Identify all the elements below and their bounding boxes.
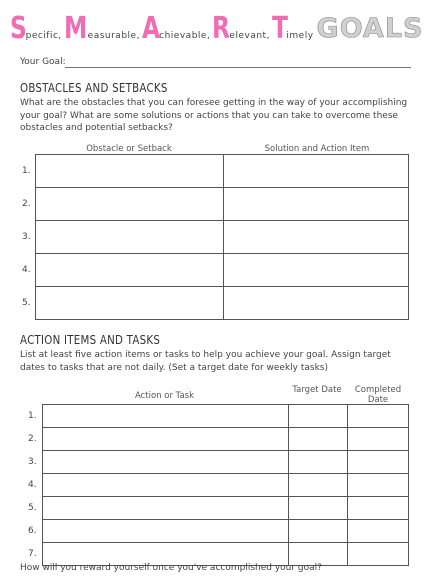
table-row xyxy=(36,221,409,254)
title-initial-r: R xyxy=(212,11,231,46)
solution-cell[interactable] xyxy=(224,155,409,188)
obstacle-cell[interactable] xyxy=(36,188,224,221)
reward-question: How will you reward yourself once you've accomplished your goal? xyxy=(20,563,322,573)
action-cell[interactable] xyxy=(43,428,289,451)
action-cell[interactable] xyxy=(43,451,289,474)
table-row xyxy=(36,155,409,188)
title-word-relevant: elevant, xyxy=(229,31,270,41)
table-row xyxy=(43,520,409,543)
action-row-number: 1. xyxy=(28,411,37,421)
completed-date-cell[interactable] xyxy=(348,451,409,474)
action-column-header: Action or Task xyxy=(134,391,195,401)
action-row-number: 2. xyxy=(28,434,37,444)
title-word-specific: pecific, xyxy=(25,31,62,41)
obstacles-description: What are the obstacles that you can foresee getting in the way of your accomplishing your goal? What are some solutions or actions that you can take to overcome these obstacles and potential setbacks? xyxy=(20,98,408,133)
solution-cell[interactable] xyxy=(224,287,409,320)
completed-date-cell[interactable] xyxy=(348,543,409,566)
target-date-cell[interactable] xyxy=(289,520,348,543)
obstacle-row-number: 4. xyxy=(22,265,31,275)
title-initial-a: A xyxy=(141,11,161,46)
completed-date-cell[interactable] xyxy=(348,474,409,497)
title-word-achievable: chievable, xyxy=(159,31,211,41)
completed-date-column-header: Completed Date xyxy=(354,385,402,405)
obstacle-column-header: Obstacle or Setback xyxy=(86,144,172,154)
actions-section-title: ACTION ITEMS AND TASKS xyxy=(20,332,161,347)
action-row-number: 4. xyxy=(28,480,37,490)
obstacles-section-title: OBSTACLES AND SETBACKS xyxy=(20,80,168,95)
solution-cell[interactable] xyxy=(224,188,409,221)
action-row-number: 7. xyxy=(28,549,37,559)
obstacle-row-number: 5. xyxy=(22,298,31,308)
target-date-column-header: Target Date xyxy=(292,385,342,395)
action-row-number: 3. xyxy=(28,457,37,467)
action-cell[interactable] xyxy=(43,497,289,520)
target-date-cell[interactable] xyxy=(289,474,348,497)
goal-label: Your Goal: xyxy=(20,57,66,67)
target-date-cell[interactable] xyxy=(289,405,348,428)
table-row xyxy=(43,451,409,474)
target-date-cell[interactable] xyxy=(289,497,348,520)
obstacle-row-number: 1. xyxy=(22,166,31,176)
solution-cell[interactable] xyxy=(224,254,409,287)
table-row xyxy=(43,474,409,497)
completed-date-cell[interactable] xyxy=(348,428,409,451)
table-row xyxy=(36,188,409,221)
completed-date-cell[interactable] xyxy=(348,497,409,520)
title-word-measurable: easurable, xyxy=(87,31,140,41)
target-date-cell[interactable] xyxy=(289,451,348,474)
completed-date-cell[interactable] xyxy=(348,520,409,543)
solution-cell[interactable] xyxy=(224,221,409,254)
obstacle-row-number: 2. xyxy=(22,199,31,209)
table-row xyxy=(36,254,409,287)
title-initial-m: M xyxy=(63,11,88,46)
obstacle-cell[interactable] xyxy=(36,287,224,320)
table-row xyxy=(43,428,409,451)
action-cell[interactable] xyxy=(43,520,289,543)
title-initial-t: T xyxy=(271,11,288,46)
obstacles-table xyxy=(35,154,409,320)
table-row xyxy=(43,405,409,428)
action-cell[interactable] xyxy=(43,405,289,428)
action-row-number: 6. xyxy=(28,526,37,536)
obstacle-cell[interactable] xyxy=(36,155,224,188)
solution-column-header: Solution and Action Item xyxy=(264,144,370,154)
completed-date-cell[interactable] xyxy=(348,405,409,428)
table-row xyxy=(43,497,409,520)
actions-description: List at least five action items or tasks to help you achieve your goal. Assign target dates to tasks that are not daily. (Set a target date for weekly tasks) xyxy=(20,350,391,373)
title-goals-word: GOALS xyxy=(316,13,424,44)
obstacle-cell[interactable] xyxy=(36,254,224,287)
action-row-number: 5. xyxy=(28,503,37,513)
worksheet-title xyxy=(10,11,430,50)
actions-table xyxy=(42,404,409,566)
obstacle-row-number: 3. xyxy=(22,232,31,242)
target-date-cell[interactable] xyxy=(289,428,348,451)
table-row xyxy=(36,287,409,320)
goal-input-line[interactable] xyxy=(65,67,411,68)
obstacle-cell[interactable] xyxy=(36,221,224,254)
title-initial-s: S xyxy=(10,11,27,46)
action-cell[interactable] xyxy=(43,474,289,497)
title-word-timely: imely xyxy=(286,31,314,41)
